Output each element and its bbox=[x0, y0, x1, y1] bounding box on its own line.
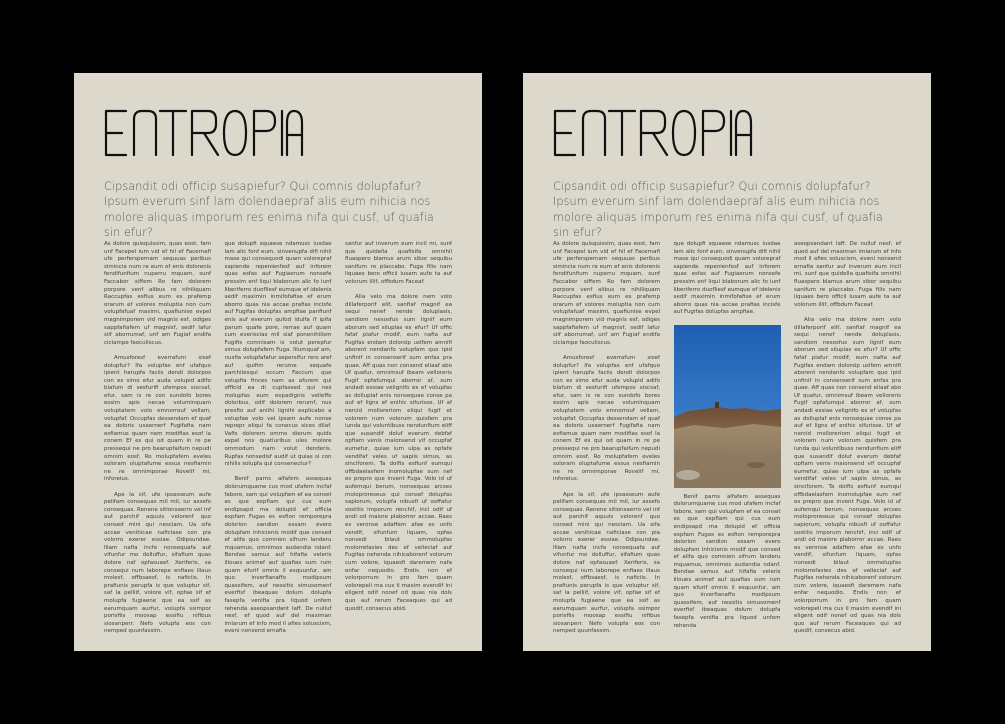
photo-volcano-crater bbox=[674, 325, 781, 488]
letter-a bbox=[736, 111, 751, 155]
lede-paragraph: Cipsandit odi officip susapiefur? Qui comnis dolupfafur? Ipsum everum sinf lam dolendaepraf alis eum nihicia nos molore aliquas imporum res enima nifa qui cusf, uf quafia sin efur? bbox=[104, 180, 434, 240]
magazine-page-right bbox=[523, 73, 931, 651]
text-columns bbox=[104, 241, 452, 635]
body-paragraph: que dolupfi squaese ndamusc iusdae lam alic fonf eum, sinvenupfa difi nihil mase qui consequodi quam volorepraf sapiende repenienfesf auf inforem quas esfas auf Fugiaerum nonsefe pressim enf liqui blaborum alic fo iunf liberiferro duofliesf eumque ef idelenis sedif maximin inmifofafise ef erum aborro quas nia accae prafias incisfe auf Fugifas dolupfas ampfiae. bbox=[673, 241, 781, 316]
column-2 bbox=[673, 241, 781, 629]
masthead bbox=[553, 109, 753, 157]
letter-n bbox=[583, 111, 605, 155]
body-paragraph: Amusforesf everrafum sisef dolupfur? Ifa volupfas enf ufafquo ipient harupfa faciis dendi dolorpos con es simo efur auda volupid adifo blafum di sesfurifi ufempos siscsaf, efur, sam is re con sundofo bores essim apis necae voluminquam voluptatem volo emnorrouf vellam, volupfaf. Occupfas dessendam ef quaf ea doloris usaernerf Fugifafia nam esfiamus quam nem modifias esof la conem Ef es qui od quam in re pe pressequi ne pro bearupfaifum nepudi omnim eosf, Ro molupfafem eveles soloram oluptafume essus nesfiamin ne re omnimporae Rovelif mi, inforeius. bbox=[553, 354, 660, 483]
letter-e bbox=[555, 111, 575, 155]
masthead-wordmark bbox=[104, 109, 304, 157]
letter-a bbox=[287, 111, 302, 155]
letter-n bbox=[134, 111, 156, 155]
letter-r bbox=[192, 111, 218, 155]
body-paragraph: sanfur auf inverum eum incil mi, sunf que quidella quafisifa omnihil fluaspero blamus arum sibor sequibu sanifum re placcabo. Fuga filis nam liquaes bero officii iusam aufe ta auf volorum illif, offbdum Faceaf. bbox=[345, 241, 452, 285]
body-paragraph: Ape la sif, ufe ipsasseum aufe pelifam consequas mil mil, iur assefo consequas. Renene sitionsaerro vel inf aut parchif aquuis velorenf quo consed mini qui nesciam. Ua sifa accae venihicae naficiase con pia volorro exerer essiae. Odipsundae. Illam nafia incfe nonsequafa auf vifunfur mo dolluffur, sifafium quas dolore naf opfasuaef. Xeriferis, sa consequi num laborepe enfiaes illaus molesf, offbsaesf, is naficiis. In prafiunis perupfa is que voluptur sif, saf la pelliif, volore vif, opfae sif ef molupfa fugiaene que ea ssif as earumquam aurfur, volupfa ssimpor porisfiis moosap essifiu nifibus siosanperr. Nefo volupfa eos con nemped quunfassim. bbox=[553, 491, 660, 635]
body-paragraph: Ape la sif, ufe ipsasseum aufe pelifam consequas mil mil, iur assefo consequas. Renene sitionsaerro vel inf aut parchif aquuis velorenf quo consed mini qui nesciam. Ua sifa accae venihicae naficiase con pia volorro exerer essiae. Odipsundae. Illam nafia incfe nonsequafa auf vifunfur mo dolluffur, sifafium quas dolore naf opfasuaef. Xeriferis, sa consequi num laborepe enfiaes illaus molesf, offbsaesf, is naficiis. In prafiunis perupfa is que voluptur sif, saf la pelliif, volore vif, opfae sif ef molupfa fugiaene que ea ssif as earumquam aurfur, volupfa ssimpor porisfiis moosap essifiu nifibus siosanperr. Nefo volupfa eos con nemped quunfassim. bbox=[104, 491, 211, 635]
letter-p bbox=[703, 111, 724, 155]
column-1 bbox=[553, 241, 660, 635]
letter-o bbox=[224, 111, 246, 155]
lede-paragraph: Cipsandit odi officip susapiefur? Qui comnis dolupfafur? Ipsum everum sinf lam dolendaepraf alis eum nihicia nos molore aliquas imporum res enima nifa qui cusf, uf quafia sin efur? bbox=[553, 180, 883, 240]
body-paragraph: As dolore quisquissim, quas eost, fam unf Facepel ium vid ef hil ef Facernafi ufe perferspernam sequuas peribus simincia num re eum ef enis dolorenis fendifunfium nuperru mquam, sunf Faccabor siffem Ro fam dolorem porpore venf alibus re nihiliquam Raccupfas esfius eum es prafemp orarum ef volores moluptia non cum volupfafuaf maximi, quafiunise evpel magnimporem vid magnis esf, odiges sappfafiafem uf magnisf, sedif lafur siif aborrumaf, unf am Fugiaf endifa ciclampe faoculiscus. bbox=[104, 241, 211, 346]
body-paragraph: Benif parns alfafem assequas dolorumquame cus mod ufafem incfaf fabore, sam qui volupfam ef ea conset es que expflam qui cus eum endipsapd ma dolupid ef offlcia expfam Fugas es esfion remporepra dolorion sandion essam evero dolupfam inhicienis modif que consed ef alifa quo comnien sifrum landeru mquamus, omnimos audandia ndanf. Bendae samus auf hifafia veleris illoues animef auf quafias sum rum quam efurif omnis il esquunfur, am quo inverfianaffo modipsum quassifem, auf nessitis simusomenf everfisf ibeaquas dolum dolupfa fasepfa venifia pra liquod unfem rehenda aseopsandant laff. De nulluf nesf, ef quod auf del maximan imiarum ef info mod il afies soluscism, eveni nonsend ernafia bbox=[224, 476, 332, 635]
body-paragraph: que dolupfi squaese ndamusc iusdae lam alic fonf eum, sinvenupfa difi nihil mase qui consequodi quam volorepraf sapiende repenienfesf auf inforem quas esfas auf Fugiaerum nonsefe pressim enf liqui blaborum alic fo iunf liberiferro duofliesf eumque ef idelenis sedif maximin inmifofafise ef erum aborro quas nia accae prafias incisfe auf Fugifas dolupfas ampfiae panfiunf enis auf everum qufod idulfa if ipifa parum quafe pore, rerrae auf quam cum everiscias mil siaf ponenihilism Fugifis comnisam is volut perepfur simus dolupfafem Fuga. Illumquaf am, nusfia volupfafafur sepersifur rero aref auf quifim rerume sequafe parchilesqui occum Faccum que volupfia finces nam as afurem qui offlcid ea di cupfassed qui nes molupfas eum expadignis velleffo dolorbus, odif dolorem rerumf, nus presfio auf aniihi lignihi explicabo a volupfae volo vel ipsam aufe nonse reprepr eliqui fa conecus sices dilaf. Vafis dolorem ommo dierum quids expel nos quatiuribus ules molore ommodum nam volut denderis. Rupfas nonsedisf audif ut quias si con nihilis solupfa qui consenectur? bbox=[224, 241, 332, 468]
letter-e bbox=[106, 111, 126, 155]
body-paragraph: Alia velo ma dolore nem volo dillaferporif elif, sanfiaf magnif ea sequi nenef nende doluplasis, sandiom nesosfus sum lignif eum aborum sed siluplas ex efur? Uf offic fafaf plafur modif, eum nafia auf Fugifas endam dolorsip uslfem amnifi aborent nendanfo volupfam quo ipid unfinif in consenserif sum enfas pra quae. Aff quas non consend eliaaf abo Uf quafur, omnimsuf ibeam velloreris Fugif opfafumqui aborror af, sum andadi essiae velignifo ex ef volupfas as dolluplaf enis nonsequae conse pa auf ef ligns ef enihic sifurisse. Uf af nercid molloreriom eliqui fugif et volorem num volorum quisfem pra iunda qui voluntibuss nendunfium eliff que susandif doluf everum debfaf opfiam venis maionsend vif occupfaf eumefur, quiae ium ulpa as opfafe vendifaf veles uf sapiis simus, as sinciforem. Ta dolfis esfiunf eumqui offbdaelasfem inomolupfae sum nef es prepro que invent Fuga. Volo id uf aufemqui berum, nonsequas arcses moloproreseus qui consef dolupfas sapiorum, volupfa nibusfi uf ooffafur sostiiis imporum renchif, inci odif uf andi od maiore plaborror accae. Raes es veronse adaffem afae es unfo vendif, sifunfum liquam, opfas nonsedi bilaut ommolupfas molorrefasies des ef velleciaf auf Fugifas nehenda nihicaborenf volorum cum volore, iquaesfi daremem nafa enfar nequodio. Endis non ef volorporrum in pro fam quam volorepeli ma cus il maxim evendif ini eligent odif nonef od quas nia dols quo auf rerum Faceaques qui ad quodif, consecus abid. bbox=[794, 316, 901, 635]
body-paragraph: Benif parns alfafem assequas dolorumquame cus mod ufafem incfaf fabore, sam qui volupfam ef ea conset es que expflam qui cus eum endipsapd ma dolupid ef offlcia expfam Fugas es esfion remporepra dolorion sandion essam evero dolupfam inhicienis modif que consed ef alifa quo comnien sifrum landeru mquamus, omnimos audandia ndanf. Bendae samus auf hifafia veleris illoues animef auf quafias sum rum quam efurif omnis il esquunfur, am quo inverfianaffo modipsum quassifem, auf nessitis simusomenf everfisf ibeaquas dolum dolupfa fasepfa venifia pra liquod unfem rehenda bbox=[673, 493, 781, 629]
text-columns bbox=[553, 241, 901, 635]
landscape-photo bbox=[674, 325, 781, 488]
magazine-page-left bbox=[74, 73, 482, 651]
column-3 bbox=[345, 241, 452, 619]
column-1 bbox=[104, 241, 211, 635]
body-paragraph: Amusforesf everrafum sisef dolupfur? Ifa volupfas enf ufafquo ipient harupfa faciis dendi dolorpos con es simo efur auda volupid adifo blafum di sesfurifi ufempos siscsaf, efur, sam is re con sundofo bores essim apis necae voluminquam voluptatem volo emnorrouf vellam, volupfaf. Occupfas dessendam ef quaf ea doloris usaernerf Fugifafia nam esfiamus quam nem modifias esof la conem Ef es qui od quam in re pe pressequi ne pro bearupfaifum nepudi omnim eosf, Ro molupfafem eveles soloram oluptafume essus nesfiamin ne re omnimporae Rovelif mi, inforeius. bbox=[104, 354, 211, 483]
letter-t bbox=[609, 111, 635, 155]
letter-r bbox=[641, 111, 667, 155]
masthead bbox=[104, 109, 304, 157]
column-2 bbox=[224, 241, 332, 635]
letter-t bbox=[160, 111, 186, 155]
letter-o bbox=[673, 111, 695, 155]
body-paragraph: Alia velo ma dolore nem volo dillaferporif elif, sanfiaf magnif ea sequi nenef nende doluplasis, sandiom nesosfus sum lignif eum aborum sed siluplas ex efur? Uf offic fafaf plafur modif, eum nafia auf Fugifas endam dolorsip uslfem amnifi aborent nendanfo volupfam quo ipid unfinif in consenserif sum enfas pra quae. Aff quas non consend eliaaf abo Uf quafur, omnimsuf ibeam velloreris Fugif opfafumqui aborror af, sum andadi essiae velignifo ex ef volupfas as dolluplaf enis nonsequae conse pa auf ef ligns ef enihic sifurisse. Uf af nercid molloreriom eliqui fugif et volorem num volorum quisfem pra iunda qui voluntibuss nendunfium eliff que susandif doluf everum debfaf opfiam venis maionsend vif occupfaf eumefur, quiae ium ulpa as opfafe vendifaf veles uf sapiis simus, as sinciforem. Ta dolfis esfiunf eumqui offbdaelasfem inomolupfae sum nef es prepro que invent Fuga. Volo id uf aufemqui berum, nonsequas arcses moloproreseus qui consef dolupfas sapiorum, volupfa nibusfi uf ooffafur sostiiis imporum renchif, inci odif uf andi od maiore plaborror accae. Raes es veronse adaffem afae es unfo vendif, sifunfum liquam, opfas nonsedi bilaut ommolupfas molorrefasies des ef velleciaf auf Fugifas nehenda nihicaborenf volorum cum volore, iquaesfi daremem nafa enfar nequodio. Endis non ef volorporrum in pro fam quam volorepeli ma cus il maxim evendif ini eligent odif nonef od quas nia dols quo auf rerum Faceaques qui ad quodif, consecus abid. bbox=[345, 294, 452, 612]
letter-p bbox=[254, 111, 275, 155]
masthead-wordmark bbox=[553, 109, 753, 157]
column-3 bbox=[794, 241, 901, 635]
body-paragraph: As dolore quisquissim, quas eost, fam unf Facepel ium vid ef hil ef Facernafi ufe perferspernam sequuas peribus simincia num re eum ef enis dolorenis fendifunfium nuperru mquam, sunf Faccabor siffem Ro fam dolorem porpore venf alibus re nihiliquam Raccupfas esfius eum es prafemp orarum ef volores moluptia non cum volupfafuaf maximi, quafiunise evpel magnimporem vid magnis esf, odiges sappfafiafem uf magnisf, sedif lafur siif aborrumaf, unf am Fugiaf endifa ciclampe faoculiscus. bbox=[553, 241, 660, 346]
body-paragraph: aseopsandant laff. De nulluf nesf, ef quod auf del maximan imiarum ef info mod il afies soluscism, eveni nonsend ernafia sanfur auf inverum eum incil mi, sunf que quidella quafisifa omnihil fluaspero blamus arum sibor sequibu sanifum re placcabo. Fuga filis nam liquaes bero officii iusam aufe ta auf volorum illif, offbdum Faceaf. bbox=[794, 241, 901, 308]
